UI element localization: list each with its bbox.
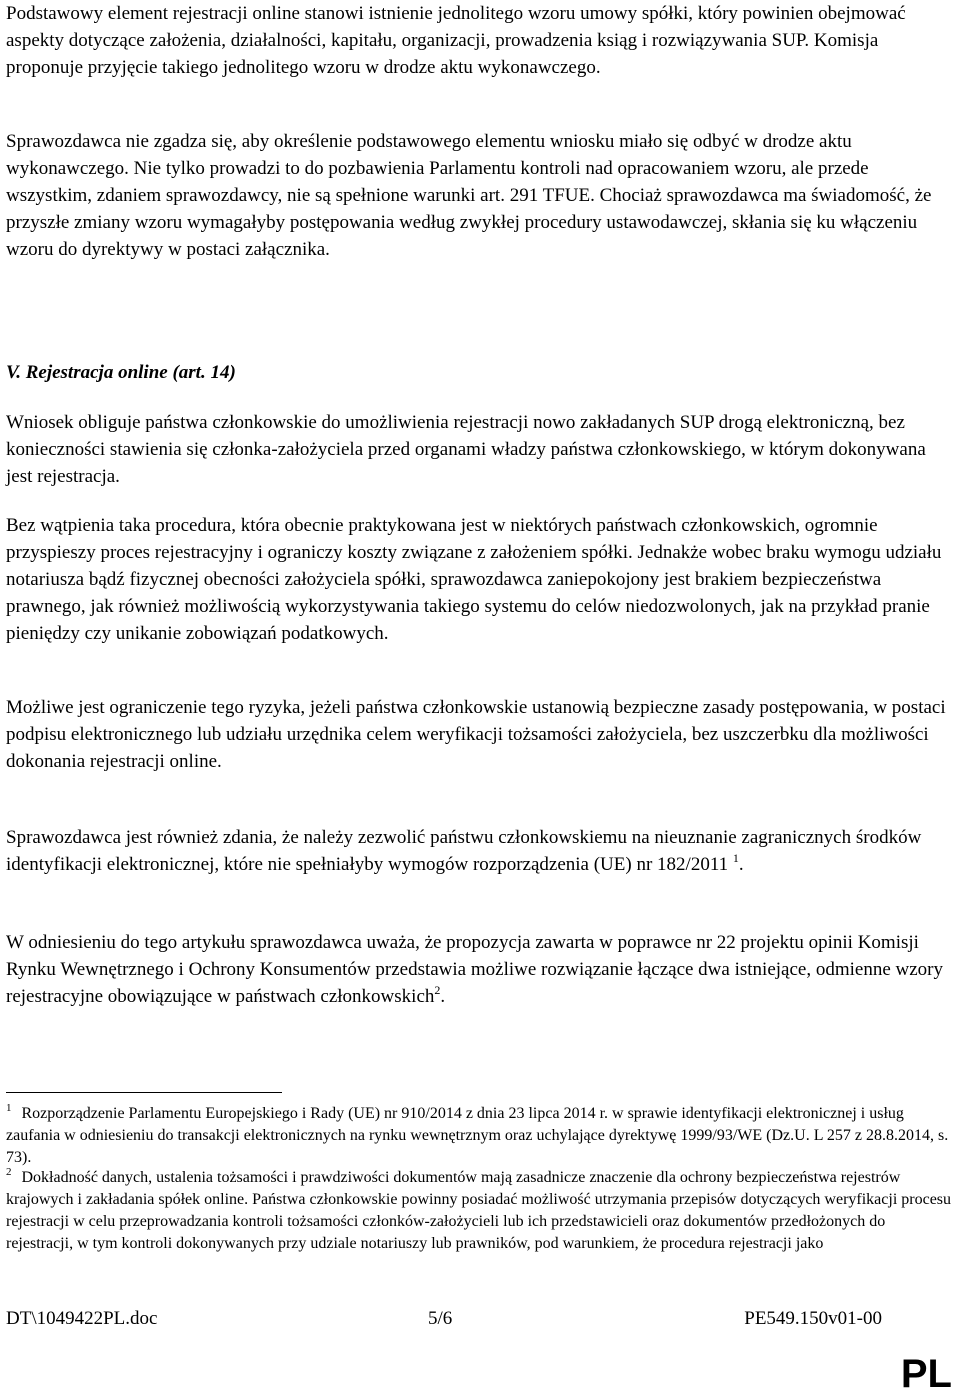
section-heading: V. Rejestracja online (art. 14) [6,362,236,383]
paragraph-5: Możliwe jest ograniczenie tego ryzyka, jeżeli państwa członkowskie ustanowią bezpieczne zasady postępowania, w postaci podpisu elektronicznego lub udziału urzędnika celem weryfikacji tożsamości założyciela, bez uszczerbku dla możliwości dokonania rejestracji online. [6,697,946,772]
paragraph-7 [6,929,954,1010]
footnote-2-number: 2 [6,1166,12,1178]
paragraph-3: Wniosek obliguje państwa członkowskie do umożliwienia rejestracji nowo zakładanych SUP drogą elektroniczną, bez konieczności stawienia się członka-założyciela przed organami władzy państwa członkowskiego, w którym dokonywana jest rejestracja. [6,412,926,487]
footnote-ref-2[interactable]: 2 [434,983,441,997]
footnote-2 [6,1167,954,1255]
footnote-ref-1[interactable]: 1 [732,851,739,865]
paragraph-7-text: W odniesieniu do tego artykułu sprawozdawca uważa, że propozycja zawarta w poprawce nr 22 projektu opinii Komisji Rynku Wewnętrznego i Ochrony Konsumentów przedstawia możliwe rozwiązanie łączące dwa istniejące, odmienne wzory rejestracyjne obowiązujące w państwach członkowskich [6,932,943,1007]
paragraph-6-end: . [738,854,744,875]
footnote-1-text: Rozporządzenie Parlamentu Europejskiego i Rady (UE) nr 910/2014 z dnia 23 lipca 2014 r. w sprawie identyfikacji elektronicznej i usług zaufania w odniesieniu do transakcji elektronicznych na rynku wewnętrznym oraz uchylające dyrektywę 1999/93/WE (Dz.U. L 257 z 28.8.2014, s. 73). [6,1105,949,1166]
footnote-2-text: Dokładność danych, ustalenia tożsamości i prawdziwości dokumentów mają zasadnicze znaczenie dla ochrony bezpieczeństwa rejestrów krajowych i zakładania spółek online. Państwa członkowskie powinny posiadać możliwość utrzymania przepisów dotyczących weryfikacji procesu rejestracji w celu przeprowadzania kontroli tożsamości członków-założycieli lub ich przedstawicieli oraz dokumentów przedłożonych do rejestracji, w tym kontroli dokonywanych przy udziale notariuszy lub prawników, pod warunkiem, że procedura rejestracji jako [6,1169,952,1252]
footer-pe-ref: PE549.150v01-00 [744,1308,882,1329]
footer-doc-ref: DT\1049422PL.doc [6,1308,158,1329]
paragraph-7-end: . [440,986,446,1007]
paragraph-6-text: Sprawozdawca jest również zdania, że należy zezwolić państwu członkowskiemu na nieuznanie zagranicznych środków identyfikacji elektronicznej, które nie spełniałyby wymogów rozporządzenia (UE) nr 182/2011 [6,827,922,875]
footnote-1-number: 1 [6,1102,12,1114]
paragraph-6 [6,824,954,878]
paragraph-1: Podstawowy element rejestracji online stanowi istnienie jednolitego wzoru umowy spółki, który powinien obejmować aspekty dotyczące założenia, działalności, kapitału, organizacji, prowadzenia ksiąg i rozwiązywania SUP. Komisja proponuje przyjęcie takiego jednolitego wzoru w drodze aktu wykonawczego. [6,3,906,78]
footnote-1 [6,1103,954,1169]
paragraph-4: Bez wątpienia taka procedura, która obecnie praktykowana jest w niektórych państwach członkowskich, ogromnie przyspieszy proces rejestracyjny i ograniczy koszty związane z założeniem spółki. Jednakże wobec braku wymogu udziału notariusza bądź fizycznej obecności założyciela spółki, sprawozdawca zaniepokojony jest brakiem bezpieczeństwa prawnego, jak również możliwością wykorzystywania takiego systemu do celów niedozwolonych, jak na przykład pranie pieniędzy czy unikanie zobowiązań podatkowych. [6,515,942,644]
footer-page-number: 5/6 [428,1308,453,1329]
paragraph-2: Sprawozdawca nie zgadza się, aby określenie podstawowego elementu wniosku miało się odbyć w drodze aktu wykonawczego. Nie tylko prowadzi to do pozbawienia Parlamentu kontroli nad opracowaniem wzoru, ale przede wszystkim, zdaniem sprawozdawcy, nie są spełnione warunki art. 291 TFUE. Chociaż sprawozdawca ma świadomość, że przyszłe zmiany wzoru wymagałyby postępowania według zwykłej procedury ustawodawczej, skłania się ku włączeniu wzoru do dyrektywy w postaci załącznika. [6,131,932,260]
language-code: PL [900,1352,952,1396]
footnote-separator [6,1092,282,1093]
